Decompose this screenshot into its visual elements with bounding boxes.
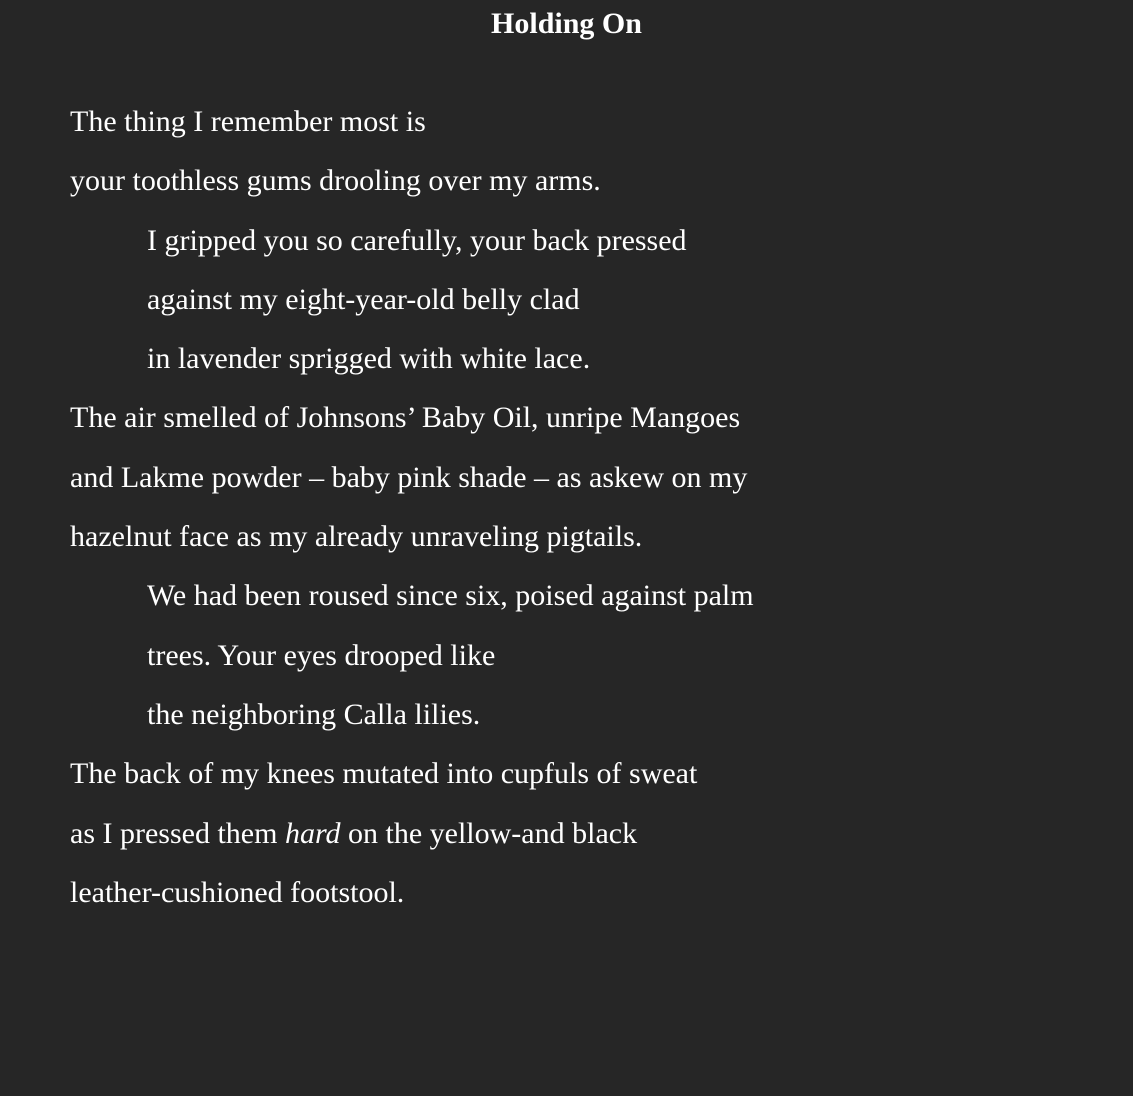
poem-line-7: and Lakme powder – baby pink shade – as askew on my <box>70 460 748 494</box>
poem-line-13-part-3: on the yellow-and black <box>340 816 638 850</box>
poem-line-4: against my eight-year-old belly clad <box>147 282 580 316</box>
poem-line-10: trees. Your eyes drooped like <box>147 638 496 672</box>
poem-line-12: The back of my knees mutated into cupfuls of sweat <box>70 757 698 791</box>
poem-line-2: your toothless gums drooling over my arms. <box>70 164 601 198</box>
poem-line-11: the neighboring Calla lilies. <box>147 697 481 731</box>
poem-line-13-part-1: as I pressed them <box>70 816 285 850</box>
poem-line-9: We had been roused since six, poised against palm <box>147 579 754 613</box>
poem-line-13 <box>70 813 1070 872</box>
poem-line-13-emphasis: hard <box>284 816 341 850</box>
poem-title: Holding On <box>491 7 642 40</box>
poem-line-8: hazelnut face as my already unraveling pigtails. <box>70 520 643 554</box>
poem-line-3: I gripped you so carefully, your back pressed <box>147 223 687 257</box>
poem-line-5: in lavender sprigged with white lace. <box>147 342 591 376</box>
poem-body <box>70 101 1070 931</box>
poem-line-6: The air smelled of Johnsons’ Baby Oil, unripe Mangoes <box>70 401 741 435</box>
poem-line-1: The thing I remember most is <box>70 105 426 138</box>
poem-line-14: leather-cushioned footstool. <box>70 875 405 909</box>
